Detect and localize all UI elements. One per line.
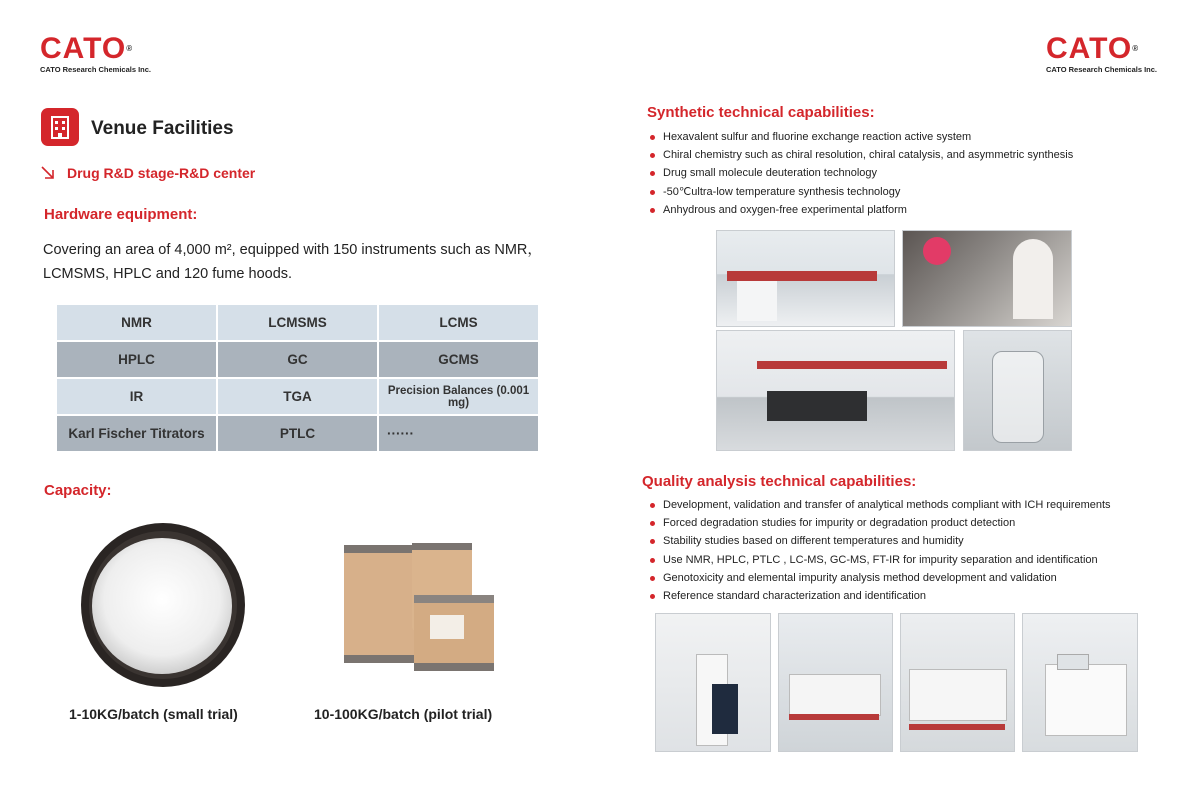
list-item: Development, validation and transfer of analytical methods compliant with ICH requirements [649, 496, 1111, 514]
logo-text: CATO [1046, 32, 1133, 65]
table-cell: TGA [218, 379, 377, 414]
table-row [57, 379, 538, 414]
lab-photo [902, 230, 1072, 327]
instrument-photo [900, 613, 1015, 752]
table-row [57, 342, 538, 377]
powder-image [80, 522, 246, 693]
capacity-heading: Capacity: [44, 482, 112, 499]
arrow-down-right-icon [39, 164, 57, 187]
capacity-caption-small: 1-10KG/batch (small trial) [69, 706, 238, 722]
list-item: Hexavalent sulfur and fluorine exchange reaction active system [649, 128, 1073, 146]
table-cell: IR [57, 379, 216, 414]
logo-right [1046, 34, 1157, 74]
table-row [57, 305, 538, 340]
table-cell: ······ [379, 416, 538, 451]
table-cell: NMR [57, 305, 216, 340]
table-cell: Precision Balances (0.001 mg) [379, 379, 538, 414]
list-item: Use NMR, HPLC, PTLC , LC-MS, GC-MS, FT-IR for impurity separation and identification [649, 551, 1111, 569]
hardware-heading: Hardware equipment: [44, 206, 198, 223]
list-item: Genotoxicity and elemental impurity analysis method development and validation [649, 569, 1111, 587]
lab-photo [716, 330, 955, 451]
table-row [57, 416, 538, 451]
company-name: CATO Research Chemicals Inc. [40, 65, 152, 74]
table-cell: PTLC [218, 416, 377, 451]
section-title: Venue Facilities [91, 118, 234, 139]
list-item: -50℃ultra-low temperature synthesis technology [649, 183, 1073, 201]
hardware-text: Covering an area of 4,000 m², equipped with 150 instruments such as NMR，LCMSMS, HPLC and 120 fume hoods. [43, 242, 542, 282]
table-cell: GC [218, 342, 377, 377]
table-cell: HPLC [57, 342, 216, 377]
list-item: Chiral chemistry such as chiral resolution, chiral catalysis, and asymmetric synthesis [649, 146, 1073, 164]
building-icon [41, 108, 79, 146]
list-item: Anhydrous and oxygen-free experimental platform [649, 201, 1073, 219]
logo-text: CATO [40, 32, 127, 65]
list-item: Forced degradation studies for impurity or degradation product detection [649, 514, 1111, 532]
list-item: Reference standard characterization and identification [649, 587, 1111, 605]
registered-mark: ® [126, 44, 134, 53]
table-cell: LCMSMS [218, 305, 377, 340]
equipment-table [55, 303, 540, 453]
list-item: Stability studies based on different temperatures and humidity [649, 532, 1111, 550]
synthetic-list [649, 128, 1073, 219]
registered-mark: ® [1132, 44, 1140, 53]
instrument-photo [655, 613, 771, 752]
quality-heading: Quality analysis technical capabilities: [642, 473, 917, 490]
lab-photo [716, 230, 895, 327]
lab-photo [963, 330, 1072, 451]
list-item: Drug small molecule deuteration technology [649, 164, 1073, 182]
table-cell: LCMS [379, 305, 538, 340]
drums-image [338, 537, 498, 677]
synthetic-heading: Synthetic technical capabilities: [647, 104, 875, 121]
table-cell: Karl Fischer Titrators [57, 416, 216, 451]
table-cell: GCMS [379, 342, 538, 377]
subsection-title: Drug R&D stage-R&D center [67, 165, 256, 181]
instrument-photo [1022, 613, 1138, 752]
company-name: CATO Research Chemicals Inc. [1046, 65, 1158, 74]
logo-left [40, 34, 151, 74]
quality-list [649, 496, 1111, 605]
instrument-photo [778, 613, 893, 752]
capacity-caption-pilot: 10-100KG/batch (pilot trial) [314, 706, 493, 722]
